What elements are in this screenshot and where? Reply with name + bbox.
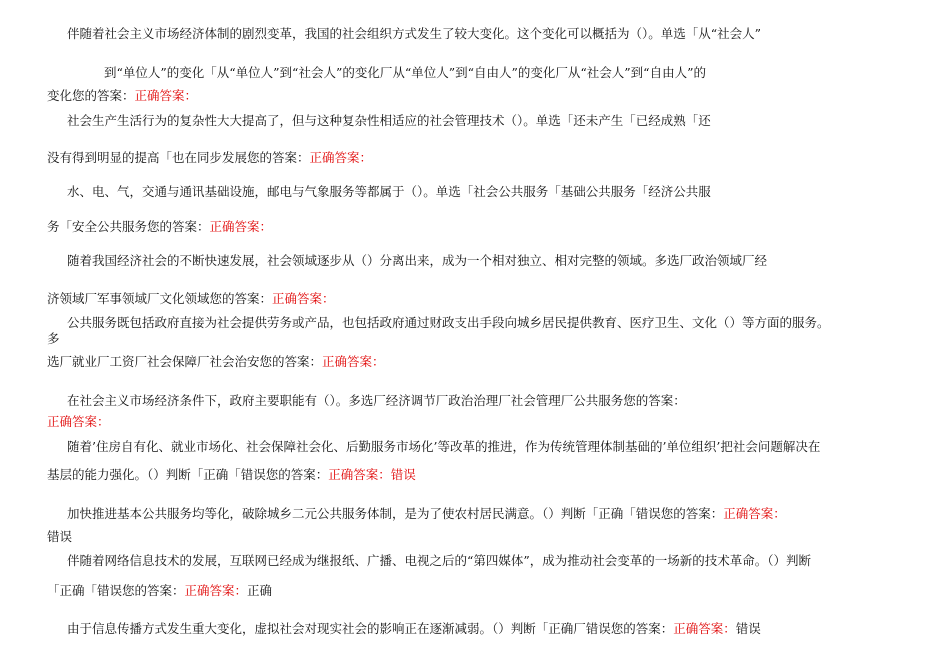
answer-value: 错误: [735, 621, 761, 636]
text-line: [47, 467, 416, 483]
line-text: 由于信息传播方式发生重大变化，虚拟社会对现实社会的影响正在逐渐减弱。（）判断「正确厂错误您的答案：: [67, 621, 674, 636]
line-text: 「正确「错误您的答案：: [47, 583, 185, 598]
text-line: [67, 506, 786, 522]
answer-label: 正确答案：: [209, 219, 273, 234]
line-text: 随着我国经济社会的不断快速发展，社会领域逐步从（）分离出来，成为一个相对独立、相对完整的领域。多选厂政治领域厂经: [67, 253, 768, 268]
text-line: [67, 393, 686, 409]
text-line: [47, 291, 335, 307]
text-line: [67, 439, 820, 455]
text-line: [67, 184, 711, 200]
line-text: 济领域厂军事领域厂文化领域您的答案：: [47, 291, 273, 306]
answer-label: 正确答案：: [322, 354, 385, 369]
text-line: [67, 26, 761, 42]
text-line: [47, 414, 110, 430]
answer-label: 正确答案：: [309, 150, 373, 165]
text-line: [47, 219, 272, 235]
text-line: [47, 150, 372, 166]
answer-label: 正确答案：: [673, 621, 736, 636]
line-text: 社会生产生活行为的复杂性大大提高了，但与这种复杂性相适应的社会管理技术（）。单选「还未产生「已经成熟「还: [67, 113, 711, 128]
line-text: 伴随着网络信息技术的发展，互联网已经成为继报纸、广播、电视之后的“第四媒体”，成为推动社会变革的一场新的技术革命。（）判断: [67, 553, 812, 568]
line-text: 到“单位人”的变化「从“单位人”到“社会人”的变化厂从“单位人”到“自由人”的变化厂从“社会人”到“自由人”的: [104, 65, 706, 80]
text-line: [47, 331, 60, 347]
answer-value: 正确: [247, 583, 273, 598]
line-text: 务「安全公共服务您的答案：: [47, 219, 210, 234]
answer-label: 正确答案：: [134, 88, 198, 103]
answer-label: 正确答案：: [47, 414, 110, 429]
line-text: 水、电、气，交通与通讯基础设施，邮电与气象服务等都属于（）。单选「社会公共服务「基础公共服务「经济公共服: [67, 184, 711, 199]
line-text: 选厂就业厂工资厂社会保障厂社会治安您的答案：: [47, 354, 323, 369]
line-text: 加快推进基本公共服务均等化，破除城乡二元公共服务体制，是为了使农村居民满意。（）判断「正确「错误您的答案：: [67, 506, 724, 521]
line-text: 随着’住房自有化、就业市场化、社会保障社会化、后勤服务市场化’等改革的推进，作为传统管理体制基础的’单位组织’把社会问题解决在: [67, 439, 821, 454]
line-text: 错误: [47, 529, 73, 544]
text-line: [67, 113, 711, 129]
answer-label: 正确答案：: [723, 506, 786, 521]
text-line: [67, 553, 811, 569]
text-line: [47, 88, 197, 104]
line-text: 在社会主义市场经济条件下，政府主要职能有（）。多选厂经济调节厂政治治理厂社会管理厂公共服务您的答案：: [67, 393, 686, 408]
text-line: [47, 529, 72, 545]
answer-label: 正确答案：: [184, 583, 248, 598]
text-line: [67, 253, 767, 269]
line-text: 多: [47, 331, 60, 346]
text-line: [47, 354, 385, 370]
answer-label: 正确答案：: [272, 291, 335, 306]
line-text: 变化您的答案：: [47, 88, 135, 103]
text-line: [67, 621, 761, 637]
line-text: 没有得到明显的提高「也在同步发展您的答案：: [47, 150, 310, 165]
text-line: [67, 315, 830, 331]
text-line: [47, 583, 272, 599]
answer-label: 正确答案：错误: [328, 467, 416, 482]
line-text: 基层的能力强化。（）判断「正确「错误您的答案：: [47, 467, 329, 482]
line-text: 伴随着社会主义市场经济体制的剧烈变革，我国的社会组织方式发生了较大变化。这个变化可以概括为（）。单选「从“社会人”: [67, 26, 762, 41]
line-text: 公共服务既包括政府直接为社会提供劳务或产品，也包括政府通过财政支出手段向城乡居民提供教育、医疗卫生、文化（）等方面的服务。: [67, 315, 830, 330]
text-line: [104, 65, 706, 81]
